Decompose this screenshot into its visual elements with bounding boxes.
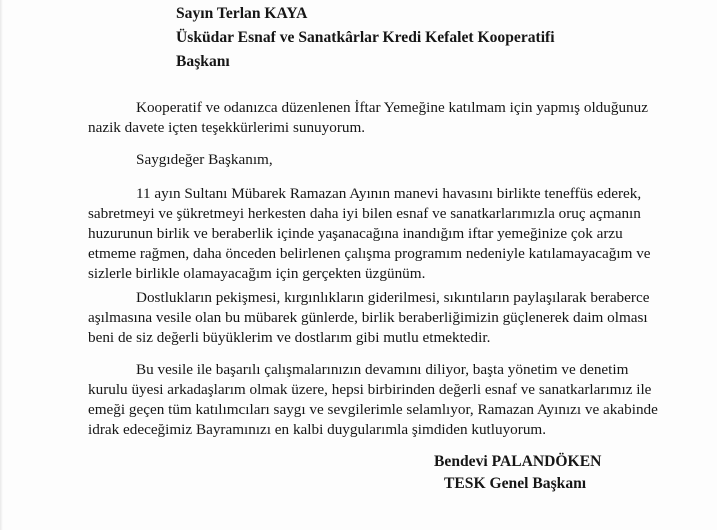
paragraph-1-line-2: nazik davete içten teşekkürlerimi sunuyorum. xyxy=(88,119,366,136)
paragraph-4-line-3: emeği geçen tüm katılımcıları saygı ve sevgilerimle selamlıyor, Ramazan Ayınızı ve akabinde xyxy=(88,401,658,418)
recipient-name: Sayın Terlan KAYA xyxy=(176,5,308,22)
paragraph-4-line-2: kurulu üyesi arkadaşlarım olmak üzere, hepsi birbirinden değerli esnaf ve sanatkarlarımız ile xyxy=(88,381,652,398)
paragraph-2-line-2: sabretmeyi ve şükretmeyi herkesten daha iyi bilen esnaf ve sanatkarlarımızla oruç açmanın xyxy=(88,205,641,222)
paragraph-3-line-2: aşılmasına vesile olan bu mübarek günlerde, birlik beraberliğimizin güçlenerek daim olması xyxy=(88,309,648,326)
paragraph-3-line-1: Dostlukların pekişmesi, kırgınlıkların giderilmesi, sıkıntıların paylaşılarak beraberce xyxy=(136,289,650,306)
paragraph-2-line-4: etmeme rağmen, daha önceden belirlenen çalışma programım nedeniyle katılamayacağım ve xyxy=(88,245,651,262)
paragraph-2-line-1: 11 ayın Sultanı Mübarek Ramazan Ayının manevi havasını birlikte teneffüs ederek, xyxy=(136,185,642,202)
recipient-title: Başkanı xyxy=(176,53,230,70)
paragraph-4-line-4: idrak edeceğimiz Bayramınızı en kalbi duygularımla şimdiden kutluyorum. xyxy=(88,421,547,438)
recipient-organization: Üsküdar Esnaf ve Sanatkârlar Kredi Kefalet Kooperatifi xyxy=(176,29,555,46)
signature-title: TESK Genel Başkanı xyxy=(444,475,587,492)
paragraph-1-line-1: Kooperatif ve odanızca düzenlenen İftar Yemeğine katılmam için yapmış olduğunuz xyxy=(136,99,648,116)
signature-name: Bendevi PALANDÖKEN xyxy=(434,453,602,470)
paragraph-3-line-3: beni de siz değerli büyüklerim ve dostlarım gibi mutlu etmektedir. xyxy=(88,329,491,346)
paragraph-4-line-1: Bu vesile ile başarılı çalışmalarınızın devamını diliyor, başta yönetim ve denetim xyxy=(136,361,629,378)
salutation: Saygıdeğer Başkanım, xyxy=(136,151,273,168)
paragraph-2-line-3: huzurunun birlik ve beraberlik içinde yaşanacağına inandığım iftar yemeğinize çok arzu xyxy=(88,225,623,242)
scan-edge xyxy=(0,0,3,530)
paragraph-2-line-5: sizlerle birlikle olamayacağım için gerçekten üzgünüm. xyxy=(88,265,426,282)
